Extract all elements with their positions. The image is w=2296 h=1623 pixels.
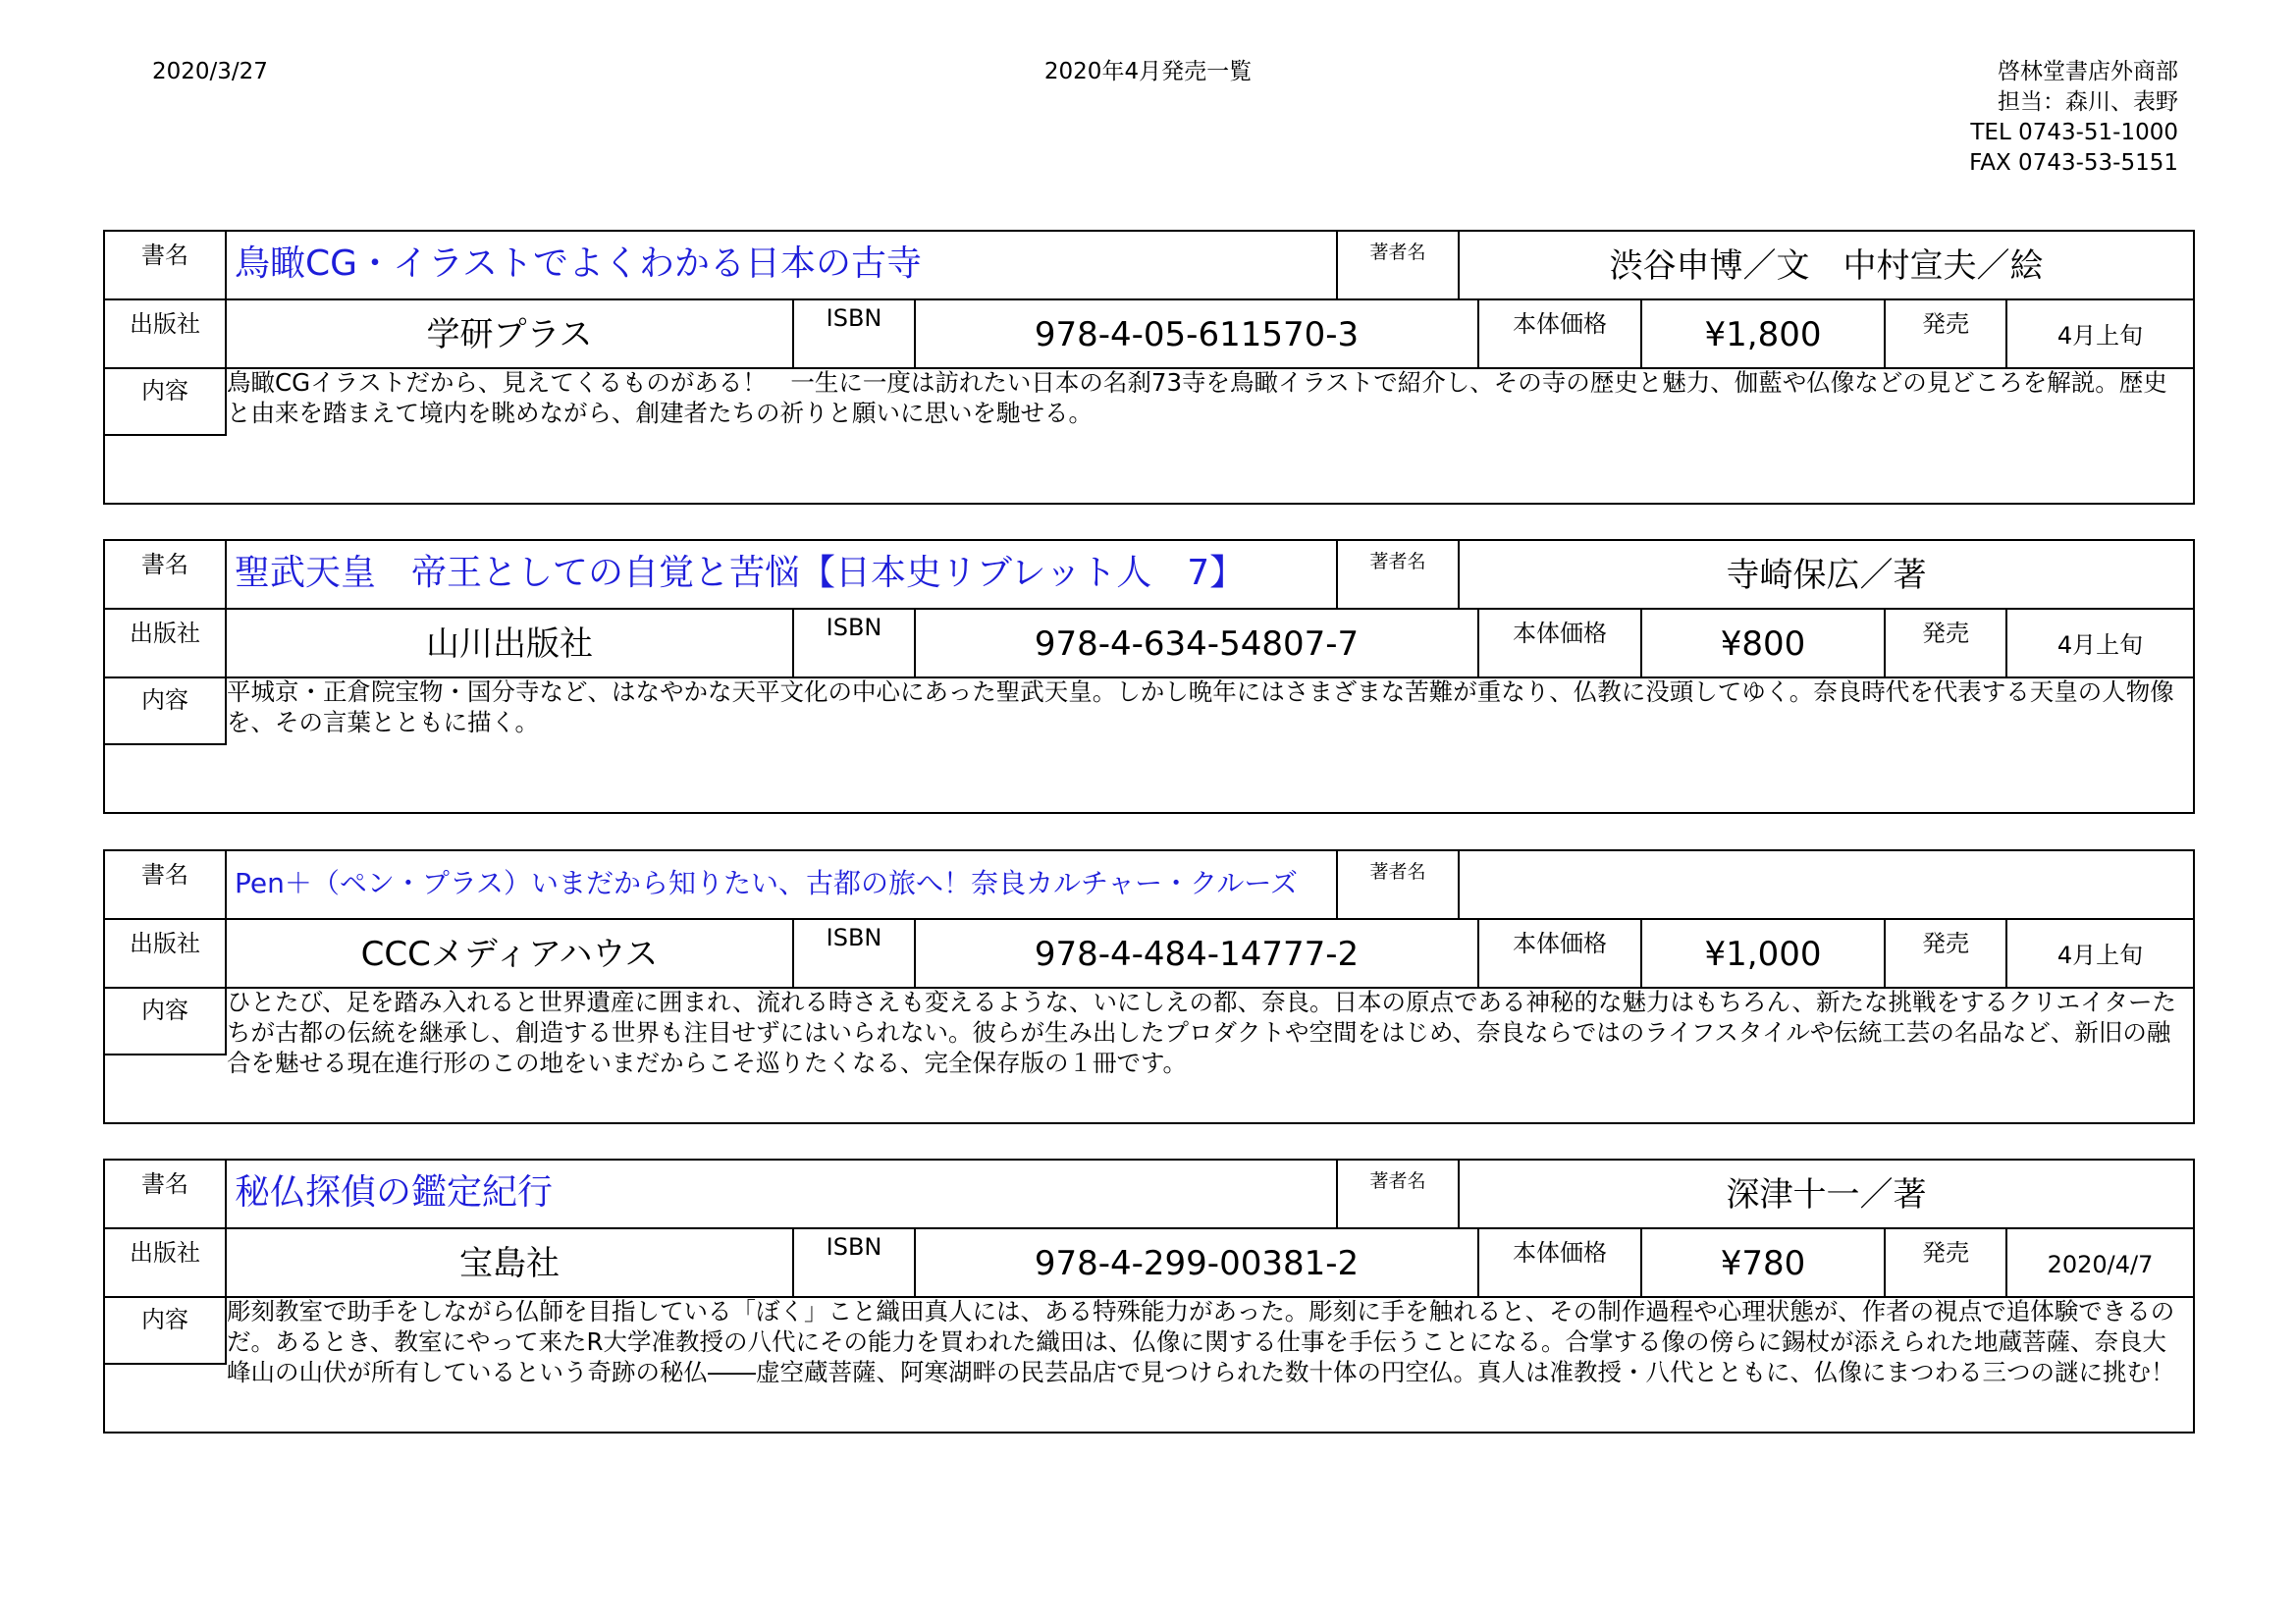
book-author: 深津十一／著 <box>1460 1161 2193 1229</box>
book-isbn: 978-4-05-611570-3 <box>916 300 1479 369</box>
book-title: 聖武天皇 帝王としての自覚と苦悩【日本史リブレット人 7】 <box>227 541 1338 610</box>
author-label: 著者名 <box>1338 1161 1460 1229</box>
isbn-label: ISBN <box>794 920 916 989</box>
release-label: 発売 <box>1886 1229 2007 1298</box>
release-label: 発売 <box>1886 920 2007 989</box>
publisher-label: 出版社 <box>105 300 227 369</box>
title-label: 書名 <box>105 232 227 300</box>
content-label: 内容 <box>105 1296 227 1365</box>
book-release: 4月上旬 <box>2007 920 2193 989</box>
book-publisher: 学研プラス <box>227 300 794 369</box>
title-label: 書名 <box>105 541 227 610</box>
content-label-spacer <box>105 434 227 503</box>
shop-tel: TEL 0743-51-1000 <box>1970 120 2178 145</box>
isbn-label: ISBN <box>794 610 916 678</box>
book-publisher: 山川出版社 <box>227 610 794 678</box>
book-title: 鳥瞰CG・イラストでよくわかる日本の古寺 <box>227 232 1338 300</box>
book-content: 平城京・正倉院宝物・国分寺など、はなやかな天平文化の中心にあった聖武天皇。しかし晩年にはさまざまな苦難が重なり、仏教に没頭してゆく。奈良時代を代表する天皇の人物像を、その言葉とともに描く。 <box>227 677 2174 736</box>
price-label: 本体価格 <box>1479 300 1642 369</box>
content-label: 内容 <box>105 367 227 436</box>
book-author <box>1460 851 2193 920</box>
title-label: 書名 <box>105 1161 227 1229</box>
release-label: 発売 <box>1886 300 2007 369</box>
author-label: 著者名 <box>1338 541 1460 610</box>
book-isbn: 978-4-299-00381-2 <box>916 1229 1479 1298</box>
release-label: 発売 <box>1886 610 2007 678</box>
isbn-label: ISBN <box>794 300 916 369</box>
book-record <box>103 1159 2195 1434</box>
book-author: 渋谷申博／文 中村宣夫／絵 <box>1460 232 2193 300</box>
shop-contact <box>1969 57 2178 179</box>
book-publisher: CCCメディアハウス <box>227 920 794 989</box>
shop-fax: FAX 0743-53-5151 <box>1969 150 2178 176</box>
content-divider <box>225 367 227 436</box>
print-date: 2020/3/27 <box>152 59 268 84</box>
book-record <box>103 849 2195 1124</box>
book-release: 4月上旬 <box>2007 610 2193 678</box>
book-isbn: 978-4-484-14777-2 <box>916 920 1479 989</box>
price-label: 本体価格 <box>1479 610 1642 678</box>
author-label: 著者名 <box>1338 232 1460 300</box>
book-price: ¥800 <box>1642 610 1886 678</box>
book-title: 秘仏探偵の鑑定紀行 <box>227 1161 1338 1229</box>
title-label: 書名 <box>105 851 227 920</box>
book-isbn: 978-4-634-54807-7 <box>916 610 1479 678</box>
author-label: 著者名 <box>1338 851 1460 920</box>
book-author: 寺崎保広／著 <box>1460 541 2193 610</box>
content-label: 内容 <box>105 676 227 745</box>
book-publisher: 宝島社 <box>227 1229 794 1298</box>
book-record <box>103 539 2195 814</box>
publisher-label: 出版社 <box>105 920 227 989</box>
book-content: ひとたび、足を踏み入れると世界遺産に囲まれ、流れる時さえも変えるような、いにしえの都、奈良。日本の原点である神秘的な魅力はもちろん、新たな挑戦をするクリエイターたちが古都の伝統を継承し、創造する世界も注目せずにはいられない。彼らが生み出したプロダクトや空間をはじめ、奈良ならではのライフスタイルや伝統工芸の名品など、新旧の融合を魅せる現在進行形のこの地をいまだからこそ巡りたくなる、完全保存版の１冊です。 <box>227 988 2176 1077</box>
book-price: ¥1,000 <box>1642 920 1886 989</box>
document-title: 2020年4月発売一覧 <box>1043 59 1253 84</box>
shop-name: 啓林堂書店外商部 <box>1998 59 2178 84</box>
book-price: ¥1,800 <box>1642 300 1886 369</box>
publisher-label: 出版社 <box>105 610 227 678</box>
content-label: 内容 <box>105 987 227 1055</box>
book-price: ¥780 <box>1642 1229 1886 1298</box>
book-content: 彫刻教室で助手をしながら仏師を目指している「ぼく」こと織田真人には、ある特殊能力があった。彫刻に手を触れると、その制作過程や心理状態が、作者の視点で追体験できるのだ。あるとき、教室にやって来たR大学准教授の八代にその能力を買われた織田は、仏像に関する仕事を手伝うことになる。合掌する像の傍らに錫杖が添えられた地蔵菩薩、奈良大峰山の山伏が所有しているという奇跡の秘仏――虚空蔵菩薩、阿寒湖畔の民芸品店で見つけられた数十体の円空仏。真人は准教授・八代とともに、仏像にまつわる三つの謎に挑む！ <box>227 1297 2175 1386</box>
book-record <box>103 230 2195 505</box>
book-release: 4月上旬 <box>2007 300 2193 369</box>
book-content: 鳥瞰CGイラストだから、見えてくるものがある！ 一生に一度は訪れたい日本の名刹73寺を鳥瞰イラストで紹介し、その寺の歴史と魅力、伽藍や仏像などの見どころを解説。歴史と由来を踏まえて境内を眺めながら、創建者たちの祈りと願いに思いを馳せる。 <box>227 368 2167 427</box>
book-title: Pen＋（ペン・プラス）いまだから知りたい、古都の旅へ！奈良カルチャー・クルーズ <box>227 851 1338 920</box>
shop-staff: 担当：森川、表野 <box>1998 89 2178 115</box>
price-label: 本体価格 <box>1479 920 1642 989</box>
isbn-label: ISBN <box>794 1229 916 1298</box>
price-label: 本体価格 <box>1479 1229 1642 1298</box>
book-release: 2020/4/7 <box>2007 1229 2193 1298</box>
publisher-label: 出版社 <box>105 1229 227 1298</box>
